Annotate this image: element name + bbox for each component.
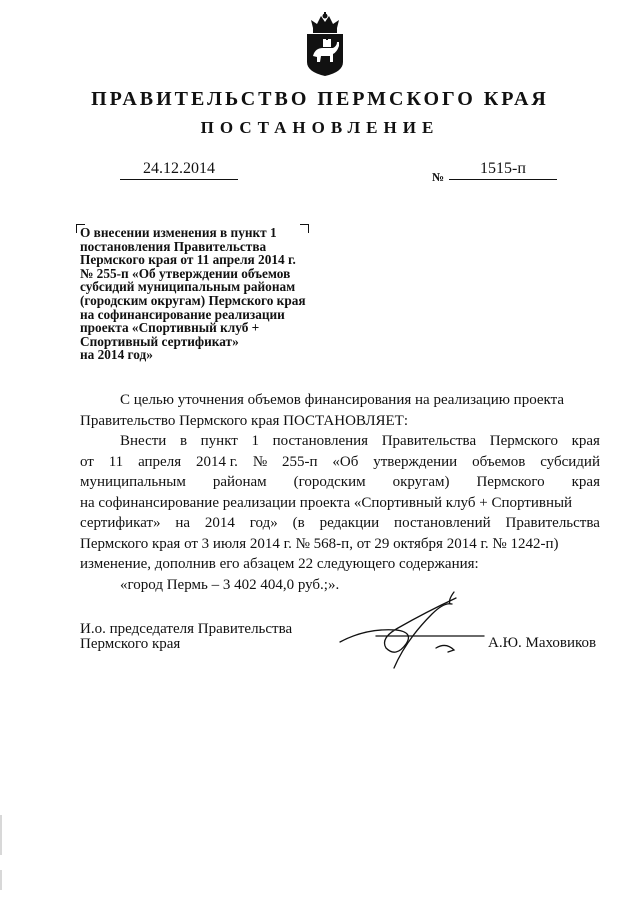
body-line: изменение, дополнив его абзацем 22 следующего содержания: — [80, 556, 479, 572]
body-word: Внести — [120, 433, 167, 449]
body-justified-line — [80, 513, 600, 534]
subject-line: субсидий муниципальным районам — [80, 279, 296, 295]
body-word: постановления — [272, 433, 369, 449]
subject-line: (городским округам) Пермского края — [80, 292, 306, 308]
body-word: утверждении — [373, 453, 458, 470]
body-word: Пермского — [489, 433, 558, 449]
document-subject — [80, 226, 350, 362]
body-word: Правительства — [381, 433, 477, 449]
body-justified-line — [80, 431, 600, 452]
body-line: С целью уточнения объемов финансирования на реализацию проекта — [120, 392, 565, 408]
subject-line: на софинансирование реализации — [80, 306, 285, 322]
body-word: «Об — [332, 453, 359, 470]
body-word: 11 — [108, 453, 124, 470]
subject-line: проекта «Спортивный клуб + — [80, 320, 260, 336]
body-word: Пермского — [476, 474, 545, 490]
subject-line: постановления Правительства — [80, 238, 267, 254]
subject-line: на 2014 год» — [80, 347, 153, 363]
body-word: сертификат» — [80, 515, 161, 531]
document-date: 24.12.2014 — [120, 160, 238, 180]
document-type: ПОСТАНОВЛЕНИЕ — [200, 118, 440, 137]
body-word: 255-п — [282, 453, 318, 470]
body-word: 1 — [251, 433, 259, 449]
signatory-name: А.Ю. Маховиков — [488, 635, 597, 651]
position-line: И.о. председателя Правительства — [80, 621, 293, 637]
signatory-position — [80, 622, 292, 652]
body-word: год» — [249, 515, 278, 531]
subject-line: № 255-п «Об утверждении объемов — [80, 265, 291, 281]
subject-line: О внесении изменения в пункт 1 — [80, 225, 277, 240]
body-word: на — [175, 515, 191, 531]
body-word: от — [80, 453, 94, 470]
document-body — [80, 390, 600, 595]
body-word: 2014 г. — [195, 453, 238, 470]
body-line: на софинансирование реализации проекта «Спортивный клуб + Спортивный — [80, 494, 573, 511]
body-word: края — [571, 433, 600, 449]
body-word: муниципальным — [80, 474, 186, 490]
body-word: объемов — [472, 453, 526, 470]
body-word: округам) — [392, 474, 450, 490]
document-number: 1515-п — [449, 160, 557, 180]
body-word: апреля — [138, 453, 182, 470]
position-line: Пермского края — [80, 636, 181, 652]
number-sign: № — [432, 170, 445, 184]
body-word: (городским — [293, 474, 366, 490]
body-justified-line — [80, 472, 600, 493]
body-word: субсидий — [540, 453, 600, 470]
body-word: пункт — [200, 433, 238, 449]
scan-margin-mark — [0, 870, 2, 890]
government-title: ПРАВИТЕЛЬСТВО ПЕРМСКОГО КРАЯ — [91, 88, 549, 110]
quoted-amount: «город Пермь – 3 402 404,0 руб.;». — [120, 576, 340, 593]
subject-line: Пермского края от 11 апреля 2014 г. — [80, 252, 296, 268]
body-word: (в — [292, 515, 305, 531]
body-word: редакции — [319, 515, 380, 531]
body-word: Правительства — [505, 515, 600, 531]
body-justified-line — [80, 452, 600, 473]
body-line: Правительство Пермского края ПОСТАНОВЛЯЕТ: — [80, 412, 409, 429]
body-line: Пермского края от 3 июля 2014 г. № 568-п, от 29 октября 2014 г. № 1242-п) — [80, 535, 559, 552]
coat-of-arms-emblem — [303, 12, 347, 78]
body-word: в — [179, 433, 188, 449]
body-word: № — [252, 453, 268, 470]
handwritten-signature — [336, 590, 486, 670]
body-word: районам — [212, 474, 267, 490]
body-word: края — [571, 474, 600, 490]
body-word: постановлений — [394, 515, 491, 531]
scan-margin-mark — [0, 815, 2, 855]
subject-line: Спортивный сертификат» — [80, 333, 239, 349]
body-word: 2014 — [204, 515, 235, 531]
